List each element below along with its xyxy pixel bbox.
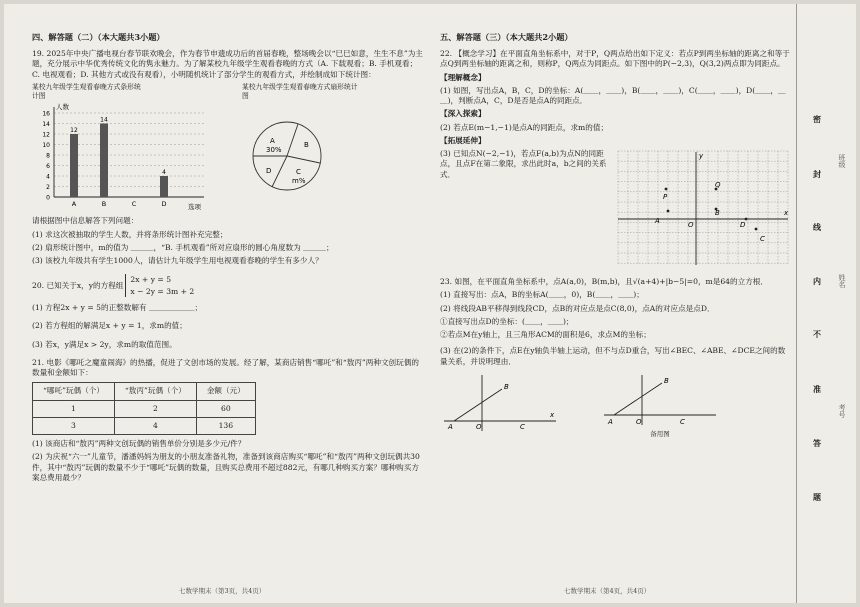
q21-sub2: (2) 为庆祝“六一”儿童节，潘潘妈妈为朋友的小朋友准备礼物，准备到该商店购买“哪吒”和“敖丙”两种文创玩偶共30件，其中“敖丙”玩偶的数量不少于“哪吒”玩偶的数量，且购买总费用不超过882元，有哪几种购买方案？哪种购买方案总费用最少？ [32,452,420,482]
binding-char: 答 [813,438,821,448]
table-cell: 1 [33,400,115,417]
q22-coordinate-grid [616,149,792,267]
origin-label: O [688,221,694,230]
q20-sub3: (3) 若x，y满足x > 2y，求m的取值范围。 [32,339,177,349]
y-tick-label: 2 [46,184,50,192]
q23-sub2: (2) 将线段AB平移得到线段CD，点B的对应点是点C(8,0)，点A的对应点是点D． [440,303,715,313]
segment-ab [454,389,502,421]
q23-figure-backup [600,371,720,427]
table-cell: 4 [114,417,196,434]
q21 [32,358,424,483]
bar [70,134,78,197]
q23-sub1: (1) 直接写出：点A，B的坐标A(＿＿，0)，B(＿＿，＿＿)； [440,290,644,300]
label-a: A [448,422,453,431]
q22-part3 [440,149,792,267]
binding-char: 准 [813,384,821,394]
q19-text: 19. 2025年中央广播电视台春节联欢晚会，作为春节申遗成功后的首届春晚，整场晚会以“巳巳如意，生生不息”为主题，充分展示中华优秀传统文化的隽永魅力。为了解某校九年级学生观看春晚的方式（A. 下载观看；B. 手机观看；C. 电视观看；D. 其他方式或没有观看），小明随机统计了部分学生的观看方式，并绘制成如下统计图： [32,49,423,79]
point-b-label: B [715,209,720,218]
q23-figure-spare [600,371,720,439]
footer-page-3: 七数学期末（第3页，共4页） [179,587,266,595]
pie-label-c: C [296,168,301,177]
class-field-label: 班级 [838,154,846,168]
y-axis-label: y [699,152,704,161]
q19-sub3: (3) 该校九年级共有学生1000人，请估计九年级学生用电视观看春晚的学生有多少人？ [32,256,323,266]
table-cell: 136 [196,417,255,434]
q21-text: 21. 电影《哪吒之魔童闹海》的热播，促进了文创市场的发展。经了解，某商店销售“哪吒”和“敖丙”两种文创玩偶的数量和金额如下： [32,357,419,378]
bar-chart-wrap [32,83,232,215]
binding-char: 封 [813,169,821,179]
binding-char: 内 [813,276,821,286]
bar-value-label: 12 [70,127,78,135]
x-tick-label: A [71,200,77,209]
table-cell: 3 [33,417,115,434]
pie-label-b: B [304,141,309,150]
point-a-label: A [655,217,660,226]
section-title-5: 五、解答题（三）（本大题共2小题） [440,32,573,42]
binding-char: 题 [813,492,821,502]
point-p-label: P [663,193,668,202]
x-tick-label: C [131,200,137,209]
x-tick-label: B [101,200,107,209]
table-cell: 2 [114,400,196,417]
pie-chart-title: 某校九年级学生观看春晚方式扇形统计图 [242,82,358,100]
x-tick-label: D [161,200,167,209]
bar [160,176,168,197]
footer-page-4: 七数学期末（第4页，共4页） [564,587,651,595]
bar-value-label: 14 [100,116,108,124]
binding-char: 线 [813,222,821,232]
grid-point [755,228,758,231]
segment-ab [614,383,662,415]
point-q-label: Q [715,181,721,190]
label-c: C [680,417,685,426]
label-a: A [608,417,613,426]
y-tick-label: 16 [42,110,50,118]
label-o: O [636,417,642,426]
label-c: C [520,422,525,431]
point-d-label: D [740,221,746,230]
y-tick-label: 6 [46,163,50,171]
binding-char: 密 [813,114,821,124]
pie-label-c-val: m% [292,177,306,186]
q20-sub1: (1) 方程2x + y = 5的正整数解有 ＿＿＿＿＿＿； [32,303,203,313]
q20-eq1: 2x + y = 5 [130,275,172,285]
bar-chart-title: 某校九年级学生观看春晚方式条形统计图 [32,82,141,100]
binding-char: 不 [813,329,821,339]
q23-sub2b: ②若点M在y轴上，且三角形ACM的面积是6，求点M的坐标； [440,330,651,340]
q20-text: 20. 已知关于x，y的方程组 [32,280,124,290]
q23-figures [440,371,792,439]
id-field-label: 考号 [838,404,846,418]
label-o: O [476,422,482,431]
table-row [33,400,256,417]
y-axis-title: 人数 [56,103,69,112]
exam-sheet [4,4,856,603]
q20-sub2: (2) 若方程组的解满足x + y = 1，求m的值； [32,321,187,331]
pie-label-d: D [266,167,272,176]
y-tick-label: 0 [46,194,50,202]
q22-sub2: (2) 若点E(m−1,−1)是点A的同距点，求m的值； [440,122,609,132]
q21-header-nezha: “哪吒”玩偶（个） [33,383,115,400]
q19-intro: 请根据图中信息解答下列问题： [32,216,139,226]
q20-eq2: x − 2y = 3m + 2 [130,286,195,296]
pie-chart-wrap [242,83,392,215]
q22-text: 22. 【概念学习】在平面直角坐标系中，对于P，Q两点给出如下定义：若点P到两坐标轴的距离之和等于点Q到两坐标轴的距离之和，则称P，Q两点为同距点。如下图中的P(−2,3)，Q(3,2)两点即为同距点。 [440,49,790,69]
y-tick-label: 12 [42,131,50,139]
label-b: B [504,382,509,391]
y-tick-label: 8 [46,152,50,160]
table-cell: 60 [196,400,255,417]
q22-sub1: (1) 如图，写出点A，B，C，D的坐标：A(＿＿，＿＿)，B(＿＿，＿＿)，C(＿＿，＿＿)，D(＿＿，＿＿)，判断点A，C，D是否是点A的同距点． [440,85,786,106]
bar-chart [32,101,232,211]
q22-heading-1: 【理解概念】 [440,72,486,82]
bar [100,124,108,198]
bar-value-label: 4 [162,169,166,177]
q21-header-aobing: “敖丙”玩偶（个） [114,383,196,400]
page-4 [440,32,792,439]
q19-sub2: (2) 扇形统计图中，m的值为 ＿＿＿，“B. 手机观看”所对应扇形的圆心角度数为 ＿＿＿； [32,242,334,252]
q20 [32,274,424,350]
q19-figures [32,83,424,215]
x-axis-label: x [784,209,789,218]
q23-sub2a: ①直接写出点D的坐标：(＿＿，＿＿)； [440,316,574,326]
q21-table [32,382,256,435]
q23 [440,277,792,439]
q20-system [125,274,194,297]
spare-figure-caption: 备用图 [650,430,670,439]
name-field-label: 姓名 [838,274,846,288]
q21-sub1: (1) 该商店和“敖丙”两种文创玩偶的销售单价分别是多少元/件？ [32,439,246,449]
binding-strip [796,4,857,603]
y-tick-label: 10 [42,142,50,150]
y-tick-label: 14 [42,121,50,129]
q21-table-header [33,383,256,400]
section-title-4: 四、解答题（二）（本大题共3小题） [32,32,165,42]
q23-text: 23. 如图，在平面直角坐标系中，点A(a,0)，B(m,b)，且√(a+4)+|b−5|=0，m是64的立方根． [440,277,768,287]
q22-heading-2: 【深入探索】 [440,109,486,119]
q23-sub3: (3) 在(2)的条件下，点E在y轴负半轴上运动，但不与点D重合，写出∠BEC、∠ABE、∠DCE之间的数量关系，并说明理由． [440,346,786,366]
q22-sub3: (3) 已知点N(−2,−1)，若点F(a,b)为点N的同距点，且点F在第二象限，求出此时a，b之间的关系式． [440,149,607,179]
pie-chart [242,101,392,201]
q21-header-amount: 金额（元） [196,383,255,400]
point-c-label: C [760,235,765,244]
y-tick-label: 4 [46,173,50,181]
label-b: B [664,376,669,385]
q19-sub1: (1) 求这次被抽取的学生人数，并将条形统计图补充完整； [32,229,228,239]
pie-label-a: A [270,137,275,146]
page-3 [32,32,424,486]
grid-point [665,188,668,191]
q22-heading-3: 【拓展延伸】 [440,135,486,145]
pie-label-a-pct: 30% [266,146,282,155]
grid-point [667,210,670,213]
label-x: x [550,410,555,419]
table-row [33,417,256,434]
q23-figure-main [440,371,560,433]
x-axis-title: 选项 [188,203,201,212]
